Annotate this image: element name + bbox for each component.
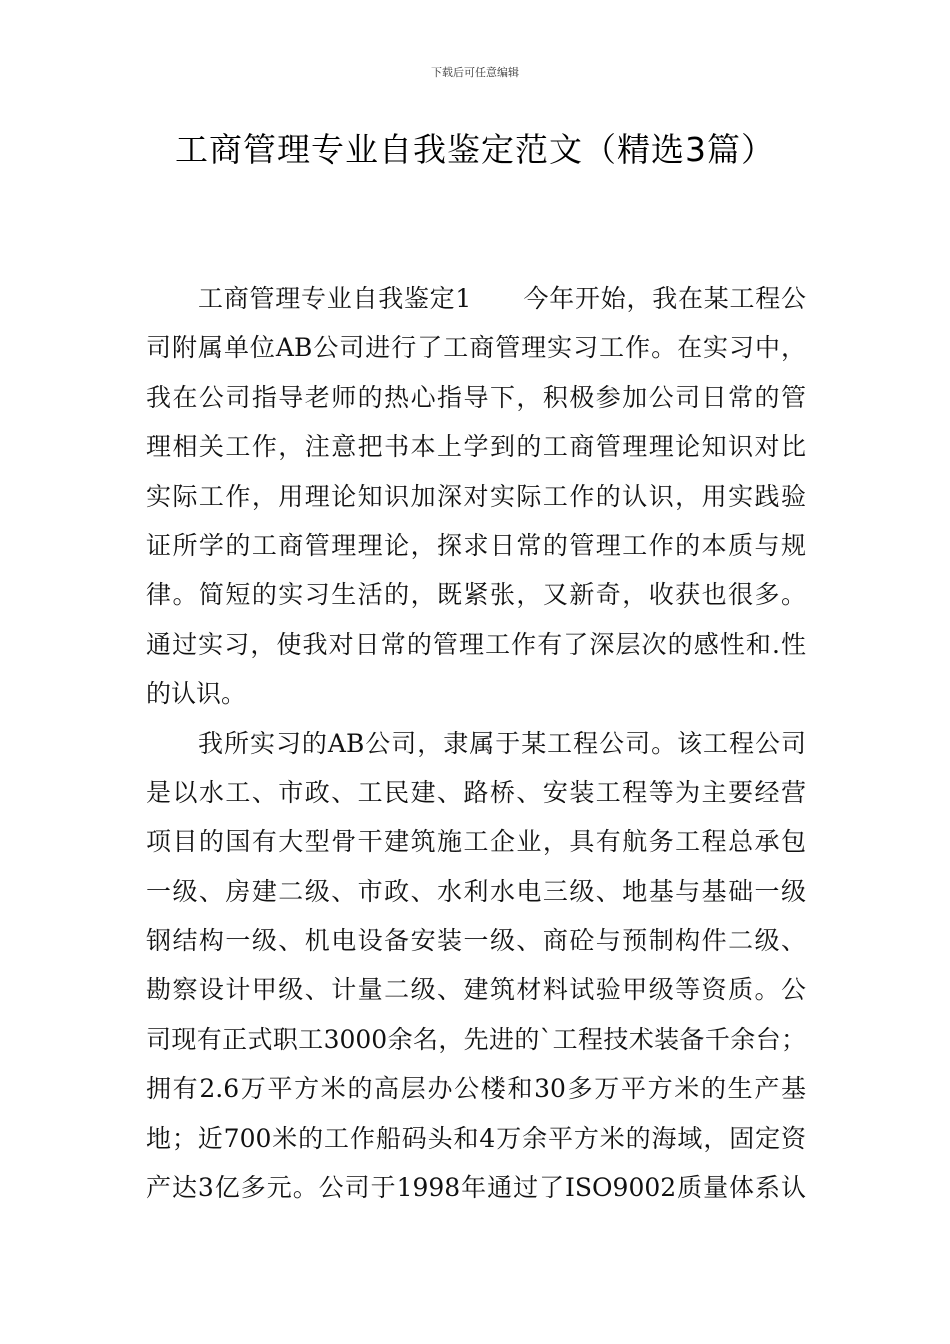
text-line: 司附属单位AB公司进行了工商管理实习工作。在实习中，	[146, 333, 806, 363]
text-line: 拥有2.6万平方米的高层办公楼和30多万平方米的生产基	[146, 1074, 806, 1104]
header-note: 下载后可任意编辑	[431, 66, 519, 79]
text-line: 勘察设计甲级、计量二级、建筑材料试验甲级等资质。公	[146, 975, 806, 1005]
document-body	[146, 274, 806, 1212]
text-line: 地；近700米的工作船码头和4万余平方米的海域，固定资	[146, 1123, 806, 1153]
paragraph-2	[146, 719, 806, 1213]
text-line: 律。简短的实习生活的，既紧张，又新奇，收获也很多。	[146, 580, 806, 610]
text-line: 司现有正式职工3000余名，先进的`工程技术装备千余台；	[146, 1024, 806, 1054]
text-line: 通过实习，使我对日常的管理工作有了深层次的感性和.性	[146, 629, 806, 659]
text-line: 是以水工、市政、工民建、路桥、安装工程等为主要经营	[146, 777, 806, 807]
text-line: 工商管理专业自我鉴定1 今年开始，我在某工程公	[198, 284, 806, 313]
text-line: 项目的国有大型骨干建筑施工企业，具有航务工程总承包	[146, 827, 806, 857]
text-line: 一级、房建二级、市政、水利水电三级、地基与基础一级	[146, 876, 806, 906]
text-line: 理相关工作，注意把书本上学到的工商管理理论知识对比	[146, 432, 806, 462]
document-title: 工商管理专业自我鉴定范文（精选3篇）	[175, 130, 775, 169]
paragraph-1	[146, 274, 806, 719]
text-line: 的认识。	[146, 679, 247, 709]
text-line: 钢结构一级、机电设备安装一级、商砼与预制构件二级、	[146, 926, 806, 956]
text-line: 我在公司指导老师的热心指导下，积极参加公司日常的管	[146, 382, 806, 412]
text-line: 我所实习的AB公司，隶属于某工程公司。该工程公司	[198, 728, 806, 758]
text-line: 产达3亿多元。公司于1998年通过了ISO9002质量体系认	[146, 1173, 806, 1203]
text-line: 证所学的工商管理理论，探求日常的管理工作的本质与规	[146, 530, 806, 560]
text-line: 实际工作，用理论知识加深对实际工作的认识，用实践验	[146, 481, 806, 511]
